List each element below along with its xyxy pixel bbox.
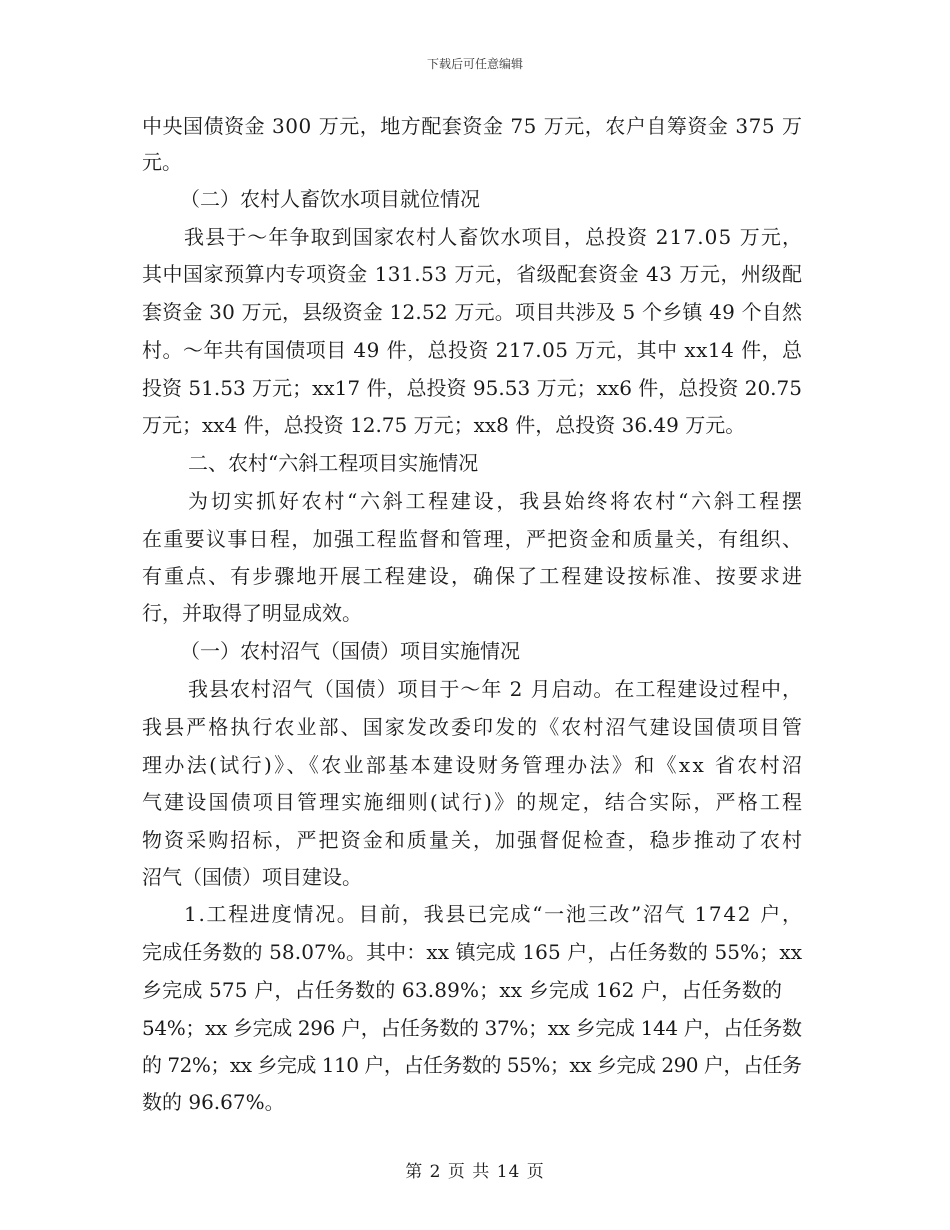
body-text-line: 我县严格执行农业部、国家发改委印发的《农村沼气建设国债项目管 xyxy=(142,715,805,739)
body-text-line: 我县农村沼气（国债）项目于～年 2 月启动。在工程建设过程中， xyxy=(188,677,803,701)
body-text-line: 理办法(试行)》、《农业部基本建设财务管理办法》和《xx 省农村沼 xyxy=(142,753,805,777)
body-text-line: 套资金 30 万元，县级资金 12.52 万元。项目共涉及 5 个乡镇 49 个自然 xyxy=(142,300,803,324)
body-text-line: 在重要议事日程，加强工程监督和管理，严把资金和质量关，有组织、 xyxy=(142,527,804,551)
header-note: 下载后可任意编辑 xyxy=(426,57,523,71)
body-text-line: 其中国家预算内专项资金 131.53 万元，省级配套资金 43 万元，州级配 xyxy=(142,262,803,286)
body-text-line: 投资 51.53 万元；xx17 件，总投资 95.53 万元；xx6 件，总投资 20.75 xyxy=(142,376,803,400)
section-heading: 二、农村“六斜工程项目实施情况 xyxy=(188,451,479,475)
body-text-line: 气建设国债项目管理实施细则(试行)》的规定，结合实际，严格工程 xyxy=(142,790,805,814)
section-heading: （二）农村人畜饮水项目就位情况 xyxy=(180,187,480,211)
body-text-line: 数的 96.67%。 xyxy=(142,1090,285,1114)
body-text-line: 村。～年共有国债项目 49 件，总投资 217.05 万元，其中 xx14 件，总 xyxy=(142,338,803,362)
page-number: 第 2 页 共 14 页 xyxy=(405,1162,545,1182)
body-text-line: 沼气（国债）项目建设。 xyxy=(142,865,362,889)
body-text-line: 中央国债资金 300 万元，地方配套资金 75 万元，农户自筹资金 375 万 xyxy=(142,114,803,138)
body-text-line: 1.工程进度情况。目前，我县已完成“一池三改”沼气 1742 户， xyxy=(184,902,804,926)
body-text-line: 元。 xyxy=(142,150,182,174)
body-text-line: 的 72%；xx 乡完成 110 户，占任务数的 55%；xx 乡完成 290 户，占任务 xyxy=(142,1053,802,1077)
body-text-line: 乡完成 575 户，占任务数的 63.89%；xx 乡完成 162 户，占任务数的 xyxy=(142,978,783,1002)
section-heading: （一）农村沼气（国债）项目实施情况 xyxy=(180,639,520,663)
body-text-line: 万元；xx4 件，总投资 12.75 万元；xx8 件，总投资 36.49 万元。 xyxy=(142,413,746,437)
body-text-line: 我县于～年争取到国家农村人畜饮水项目，总投资 217.05 万元， xyxy=(184,225,804,249)
body-text-line: 为切实抓好农村“六斜工程建设，我县始终将农村“六斜工程摆 xyxy=(188,489,805,513)
body-text-line: 有重点、有步骤地开展工程建设，确保了工程建设按标准、按要求进 xyxy=(142,564,805,588)
body-text-line: 54%；xx 乡完成 296 户，占任务数的 37%；xx 乡完成 144 户，占任务数 xyxy=(142,1016,802,1040)
body-text-line: 行，并取得了明显成效。 xyxy=(142,601,362,625)
body-text-line: 完成任务数的 58.07%。其中：xx 镇完成 165 户，占任务数的 55%；xx xyxy=(142,940,803,964)
body-text-line: 物资采购招标，严把资金和质量关，加强督促检查，稳步推动了农村 xyxy=(142,828,805,852)
